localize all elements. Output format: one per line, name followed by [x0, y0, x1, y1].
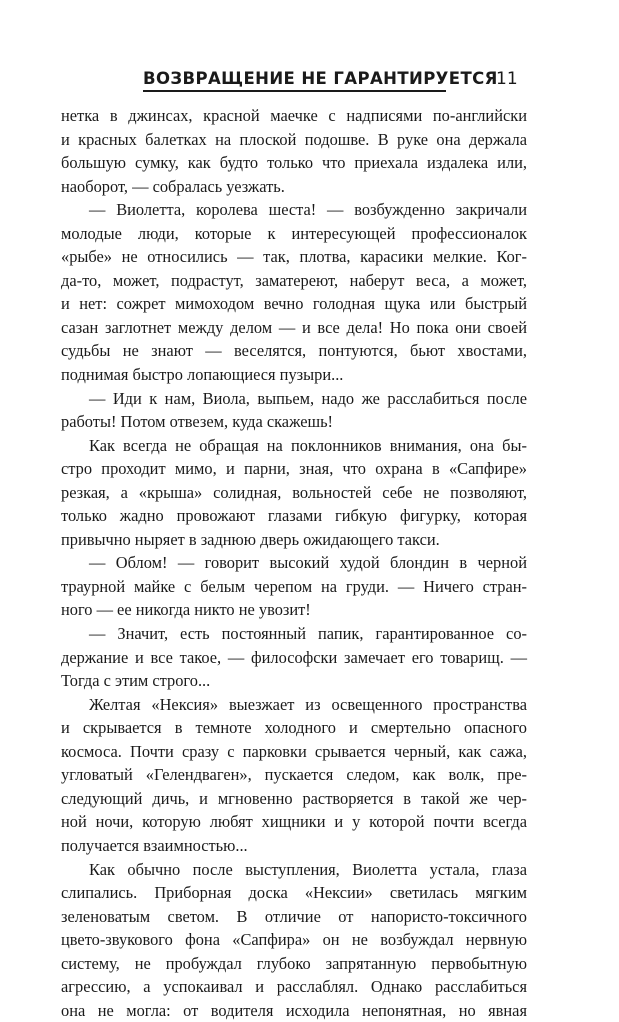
- paragraph: [61, 198, 527, 386]
- text-line: привычно ныряет в заднюю дверь ожидающего такси.: [61, 528, 527, 552]
- text-line: угловатый «Гелендваген», пускается следом, как волк, пре-: [61, 763, 527, 787]
- text-line: слипались. Приборная доска «Нексии» светилась мягким: [61, 881, 527, 905]
- text-line: Как обычно после выступления, Виолетта устала, глаза: [61, 858, 527, 882]
- text-line: цвето-звукового фона «Сапфира» он не возбуждал нервную: [61, 928, 527, 952]
- text-line: траурной майке с белым черепом на груди. — Ничего стран-: [61, 575, 527, 599]
- paragraph: [61, 434, 527, 552]
- text-line: получается взаимностью...: [61, 834, 527, 858]
- page-header: [0, 68, 619, 94]
- text-line: зеленоватым светом. В отличие от напористо-токсичного: [61, 905, 527, 929]
- text-line: поднимая быстро лопающиеся пузыри...: [61, 363, 527, 387]
- text-line: и скрывается в темноте холодного и смертельно опасного: [61, 716, 527, 740]
- paragraph: [61, 104, 527, 198]
- header-rule: [143, 90, 446, 92]
- text-line: и нет: сожрет мимоходом вечно голодная щука или быстрый: [61, 292, 527, 316]
- paragraph: [61, 387, 527, 434]
- text-line: Как всегда не обращая на поклонников внимания, она бы-: [61, 434, 527, 458]
- paragraph: [61, 622, 527, 693]
- text-line: да-то, может, подрастут, заматереют, наберут веса, а может,: [61, 269, 527, 293]
- text-line: нетка в джинсах, красной маечке с надписями по-английски: [61, 104, 527, 128]
- text-line: судьбы не знают — веселятся, понтуются, бьют хвостами,: [61, 339, 527, 363]
- text-line: и красных балетках на плоской подошве. В руке она держала: [61, 128, 527, 152]
- text-line: «рыбе» не относились — так, плотва, карасики мелкие. Ког-: [61, 245, 527, 269]
- text-line: агрессию, а успокаивал и расслаблял. Однако расслабиться: [61, 975, 527, 999]
- text-line: она не могла: от водителя исходила непонятная, но явная: [61, 999, 527, 1022]
- paragraph: [61, 693, 527, 858]
- paragraph: [61, 858, 527, 1022]
- running-title: ВОЗВРАЩЕНИЕ НЕ ГАРАНТИРУЕТСЯ: [143, 68, 498, 90]
- text-line: — Виолетта, королева шеста! — возбужденно закричали: [61, 198, 527, 222]
- text-line: наоборот, — собралась уезжать.: [61, 175, 527, 199]
- text-line: Тогда с этим строго...: [61, 669, 527, 693]
- text-line: большую сумку, как будто только что приехала издалека или,: [61, 151, 527, 175]
- text-line: работы! Потом отвезем, куда скажешь!: [61, 410, 527, 434]
- text-line: — Облом! — говорит высокий худой блондин в черной: [61, 551, 527, 575]
- paragraph: [61, 551, 527, 622]
- text-line: молодые люди, которые к интересующей профессионалок: [61, 222, 527, 246]
- text-line: сазан заглотнет между делом — и все дела! Но пока они своей: [61, 316, 527, 340]
- text-line: космоса. Почти сразу с парковки срывается черный, как сажа,: [61, 740, 527, 764]
- text-line: — Иди к нам, Виола, выпьем, надо же расслабиться после: [61, 387, 527, 411]
- text-line: стро проходит мимо, и парни, зная, что охрана в «Сапфире»: [61, 457, 527, 481]
- text-line: только жадно провожают глазами гибкую фигурку, которая: [61, 504, 527, 528]
- text-line: резкая, а «крыша» солидная, вольностей себе не позволяют,: [61, 481, 527, 505]
- text-line: ной ночи, которую любят хищники и у которой почти всегда: [61, 810, 527, 834]
- text-line: держание и все такое, — философски замечает его товарищ. —: [61, 646, 527, 670]
- page-number: 11: [496, 68, 518, 90]
- text-line: — Значит, есть постоянный папик, гарантированное со-: [61, 622, 527, 646]
- text-line: Желтая «Нексия» выезжает из освещенного пространства: [61, 693, 527, 717]
- text-line: ного — ее никогда никто не увозит!: [61, 598, 527, 622]
- text-line: следующий дичь, и мгновенно растворяется в такой же чер-: [61, 787, 527, 811]
- text-line: систему, не пробуждал глубоко запрятанную первобытную: [61, 952, 527, 976]
- body-text: [61, 104, 527, 1022]
